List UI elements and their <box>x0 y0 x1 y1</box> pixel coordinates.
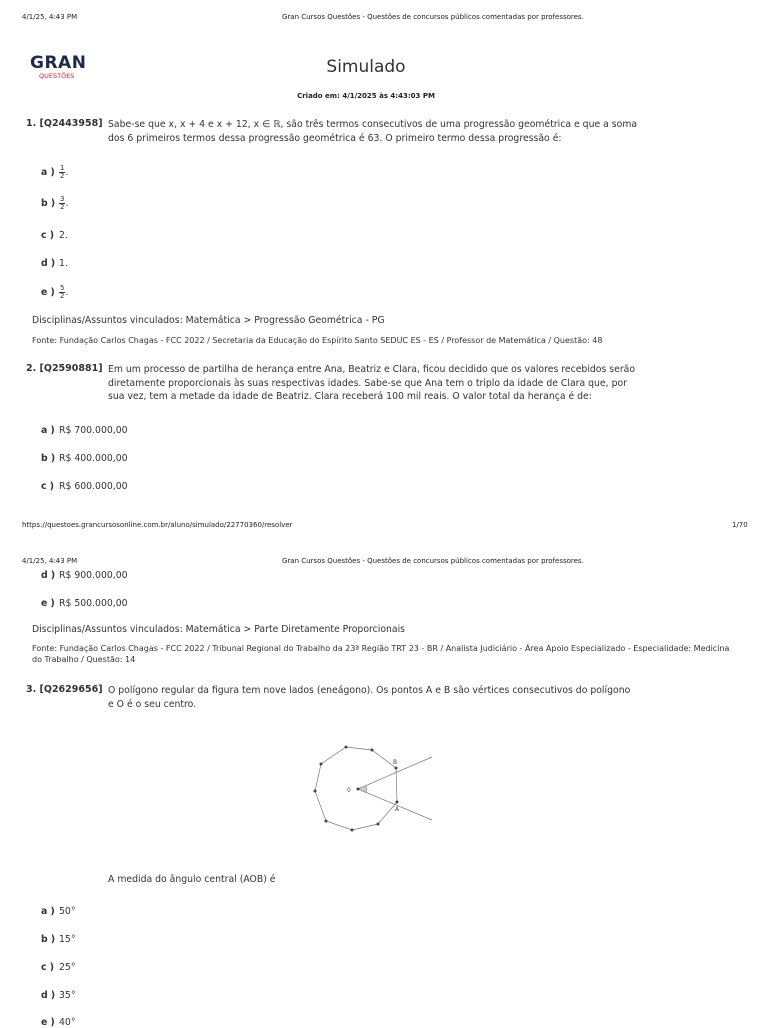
option-text: R$ 500.000,00 <box>59 598 128 609</box>
print-datetime: 4/1/25, 4:43 PM <box>22 557 78 565</box>
fraction: $\frac{3}{2}$ <box>60 195 65 211</box>
source-line: Fonte: Fundação Carlos Chagas - FCC 2022 / Tribunal Regional do Trabalho da 23ª Região TRT 23 - BR / Analista Judiciário - Área Apoio Especializado - Especialidade: Medicina do Trabalho / Questão: 14 <box>32 644 730 664</box>
ray-oa <box>358 789 432 820</box>
print-footer-url: https://questoes.grancursosonline.com.br/aluno/simulado/22770360/resolver <box>22 521 293 529</box>
option-text: 35° <box>59 990 76 1001</box>
option-b[interactable] <box>41 934 75 945</box>
option-c[interactable] <box>41 962 75 973</box>
question-text: Em um processo de partilha de herança entre Ana, Beatriz e Clara, ficou decidido que os valores recebidos serão diretamente proporcionais às suas respectivas idades. Sabe-se que Ana tem o triplo da idade de Clara que, por sua vez, tem a metade da idade de Beatriz. Clara receberá 100 mil reais. O valor total da herança é de: <box>108 364 636 402</box>
label-b: B <box>393 759 398 766</box>
option-e[interactable] <box>41 1017 75 1028</box>
option-d[interactable] <box>41 990 75 1001</box>
label-o: 0 <box>347 787 351 794</box>
print-page-number: 1/70 <box>732 521 748 529</box>
option-text: 25° <box>59 962 76 973</box>
question-text: O polígono regular da figura tem nove lados (eneágono). Os pontos A e B são vértices consecutivos do polígono e O é o seu centro. <box>108 685 631 710</box>
option-letter: a ) <box>41 167 55 178</box>
option-c[interactable] <box>41 230 68 241</box>
option-text: R$ 900.000,00 <box>59 570 128 581</box>
question-number: 2. [Q2590881] <box>26 363 103 374</box>
subjects-line: Disciplinas/Assuntos vinculados: Matemática > Parte Diretamente Proporcionais <box>32 624 406 635</box>
fraction: $\frac{1}{2}$ <box>60 164 65 180</box>
option-letter: c ) <box>41 481 54 492</box>
subjects-line: Disciplinas/Assuntos vinculados: Matemática > Progressão Geométrica - PG <box>32 315 385 326</box>
option-letter: d ) <box>41 258 56 269</box>
option-letter: a ) <box>41 906 55 917</box>
option-text: R$ 700.000,00 <box>59 425 128 436</box>
question-number: 1. [Q2443958] <box>26 118 103 129</box>
logo-sub: QUESTÕES <box>39 72 75 80</box>
option-letter: d ) <box>41 570 56 581</box>
logo-word: GRAN <box>30 53 87 73</box>
page-title: Simulado <box>326 57 406 77</box>
source-line: Fonte: Fundação Carlos Chagas - FCC 2022 / Secretaria da Educação do Espírito Santo SEDUC ES - ES / Professor de Matemática / Questão: 48 <box>32 336 603 345</box>
option-letter: e ) <box>41 1017 55 1028</box>
option-e[interactable] <box>41 598 128 609</box>
option-a[interactable] <box>41 906 75 917</box>
print-datetime: 4/1/25, 4:43 PM <box>22 13 78 21</box>
print-page-title: Gran Cursos Questões - Questões de concursos públicos comentadas por professores. <box>282 13 584 21</box>
option-letter: e ) <box>41 598 55 609</box>
question-text: Sabe-se que x, x + 4 e x + 12, x ∈ ℝ, são três termos consecutivos de uma progressão geométrica e que a soma dos 6 primeiros termos dessa progressão geométrica é 63. O primeiro termo dessa progressão é: <box>108 119 638 144</box>
option-text: 40° <box>59 1017 76 1028</box>
option-b[interactable]: b ) $\frac{3}{2}$ . <box>41 195 69 211</box>
created-date: Criado em: 4/1/2025 às 4:43:03 PM <box>297 92 435 100</box>
option-e[interactable]: e ) $\frac{5}{2}$ . <box>41 284 69 300</box>
option-text: R$ 600.000,00 <box>59 481 128 492</box>
question-number: 3. [Q2629656] <box>26 684 103 695</box>
label-a: A <box>395 806 400 813</box>
option-text: 2. <box>59 230 68 241</box>
option-text: 15° <box>59 934 76 945</box>
option-letter: c ) <box>41 230 54 241</box>
option-a[interactable]: a ) $\frac{1}{2}$ . <box>41 164 69 180</box>
option-letter: e ) <box>41 287 55 298</box>
option-text: 50° <box>59 906 76 917</box>
option-b[interactable] <box>41 453 128 464</box>
option-letter: b ) <box>41 198 56 209</box>
option-letter: b ) <box>41 934 56 945</box>
option-a[interactable] <box>41 425 128 436</box>
option-letter: a ) <box>41 425 55 436</box>
option-text: R$ 400.000,00 <box>59 453 128 464</box>
option-d[interactable] <box>41 258 68 269</box>
option-text: 1. <box>59 258 68 269</box>
fraction: $\frac{5}{2}$ <box>60 284 65 300</box>
print-page-title: Gran Cursos Questões - Questões de concursos públicos comentadas por professores. <box>282 557 584 565</box>
option-c[interactable] <box>41 481 128 492</box>
enneagon-figure <box>300 735 440 845</box>
enneagon-polygon <box>315 747 397 830</box>
option-letter: d ) <box>41 990 56 1001</box>
option-letter: c ) <box>41 962 54 973</box>
option-d[interactable] <box>41 570 128 581</box>
option-letter: b ) <box>41 453 56 464</box>
question-prompt: A medida do ângulo central (AOB) é <box>108 874 276 885</box>
